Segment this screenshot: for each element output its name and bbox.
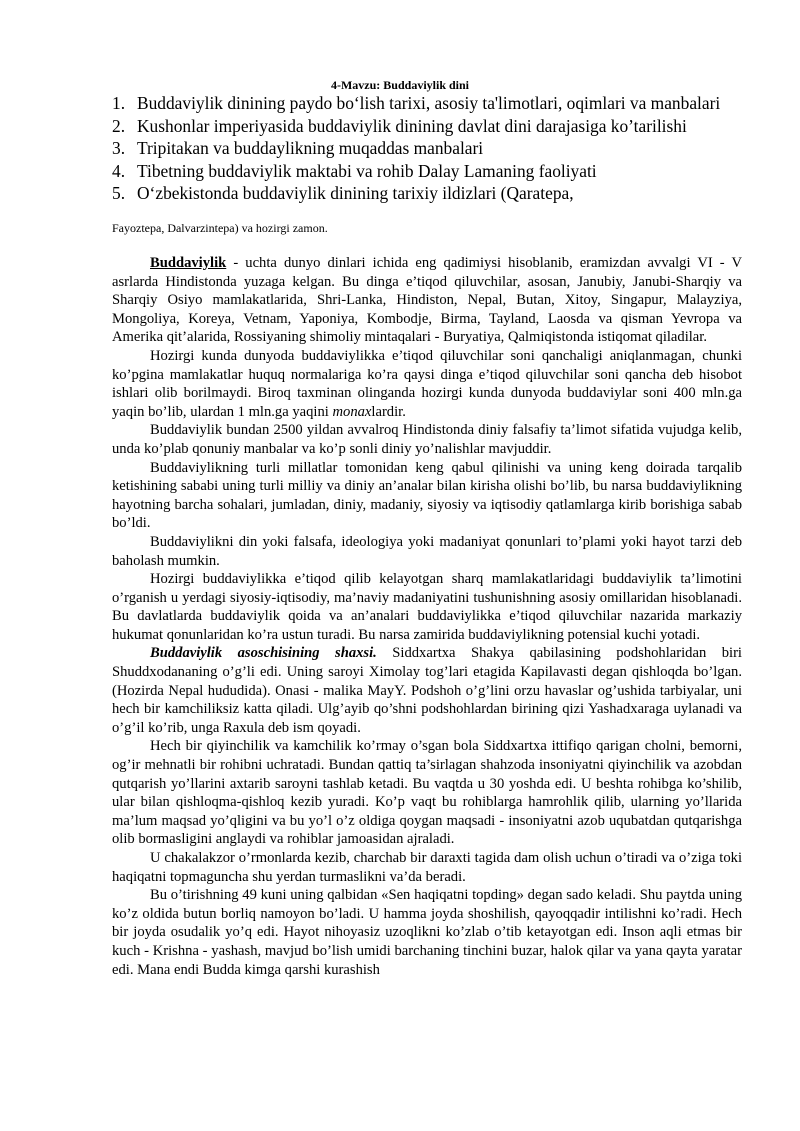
paragraph: Hozirgi kunda dunyoda buddaviylikka e’tiqod qiluvchilar soni qanchaligi aniqlanmagan, chunki ko’pgina mamlakatlar huquq normalariga ko’ra qaysi dinga e’tiqod qiluvchilar soni qancha deb hisobot ishlari olib borilmaydi. Biroq taxminan olinganda hozirgi kunda dunyoda buddaviylar soni 400 mln.ga yaqin bo’lib, ulardan 1 mln.ga yaqini monaxlardir. <box>112 347 742 420</box>
plan-item-number: 4. <box>112 160 126 181</box>
plan-item-number: 3. <box>112 138 126 158</box>
plan-item-continuation: Fayoztepa, Dalvarzintepa) va hozirgi zamon. <box>112 221 328 235</box>
plan-item-text: Buddaviylik dinining paydo bo‘lish tarixi, asosiy ta'limotlari, oqimlari va manbalari <box>137 93 721 113</box>
italic-term: monax <box>332 403 372 420</box>
plan-item-text: Kushonlar imperiyasida buddaviylik dinining davlat dini darajasiga ko’tarilishi <box>137 115 687 136</box>
paragraph: Buddaviylikning turli millatlar tomonidan keng qabul qilinishi va uning keng doirada tarqalib ketishining sababi uning turli milliy va diniy an’analar bilan kirisha olishi bo’lib, bu narsa buddaviylikning hayotning barcha sohalari, jumladan, diniy, madaniy, siyosiy va iqtisodiy qatlamlarga kirib borishiga sabab bo’ldi. <box>112 459 742 532</box>
paragraph: Buddaviylikni din yoki falsafa, ideologiya yoki madaniyat qonunlari to’plami yoki hayot tarzi deb baholash mumkin. <box>112 533 742 569</box>
plan-item-number: 2. <box>112 115 126 136</box>
plan-item-text: Tibetning buddaviylik maktabi va rohib Dalay Lamaning faoliyati <box>137 160 597 181</box>
topic-plan-list <box>112 92 752 205</box>
plan-item-number: 5. <box>112 183 126 203</box>
paragraph: Bu o’tirishning 49 kuni uning qalbidan «Sen haqiqatni topding» degan sado keladi. Shu paytda uning ko’z oldida butun borliq namoyon bo’ladi. U hamma joyda shoshilish, qayoqqadir intilishni ko’radi. Hech bir joyda osudalik yo’q edi. Hayot nihoyasiz uzoqlikni ko’zlab o’tib ketayotgan edi. Inson aqli etmas bir kuch - Krishna - yashash, mavjud bo’lish umidi barchaning tinchini buzar, halok qilar va yana qayta yaratar edi. Mana endi Budda kimga qarshi kurashish <box>112 887 742 978</box>
plan-item-number: 1. <box>112 93 126 113</box>
body-text <box>112 254 742 979</box>
plan-item <box>112 92 752 115</box>
plan-item-text: O‘zbekistonda buddaviylik dinining tarixiy ildizlari (Qaratepa, <box>137 183 574 203</box>
page-title: 4-Mavzu: Buddaviylik dini <box>330 78 470 92</box>
paragraph: Buddaviylik - uchta dunyo dinlari ichida eng qadimiysi hisoblanib, eramizdan avvalgi VI - V asrlarda Hindistonda yuzaga kelgan. Bu dinga e’tiqod qiluvchilar, asosan, Janubiy, Janubi-Sharqiy va Sharqiy Osiyo mamlakatlarida, Shri-Lanka, Hindiston, Nepal, Butan, Xitoy, Singapur, Malayziya, Mongoliya, Koreya, Vetnam, Yaponiya, Kombodje, Birma, Tayland, Laosda va qisman Yevropa va Amerika qit’alarida, Rossiyaning shimoliy mintaqalari - Buryatiya, Qalmiqistonda istiqomat qiladilar. <box>112 255 742 346</box>
paragraph: Buddaviylik bundan 2500 yildan avvalroq Hindistonda diniy falsafiy ta’limot sifatida vujudga kelib, unda ko’plab qonuniy manbalar va ko’p sonli diniy yo’nalishlar mavjuddir. <box>112 422 742 457</box>
paragraph: Buddaviylik asoschisining shaxsi. Siddxartxa Shakya qabilasining podshohlaridan biri Shuddxodananing o’g’li edi. Uning saroyi Ximolay tog’lari etagida Kapilavasti degan qishloqda bo’lgan. (Hozirda Nepal hududida). Onasi - malika MayY. Podshoh o’g’lini orzu havaslar og’ushida tarbiyalar, uni hech bir kamchiliksiz katta qiladi. Ulg’ayib qo’shni podshohlardan birining qizi Yashadxaraga uylanadi va o’g’il ko’rib, unga Raxula deb ism qoyadi. <box>112 645 742 736</box>
plan-item <box>112 182 752 205</box>
paragraph: U chakalakzor o’rmonlarda kezib, charchab bir daraxti tagida dam olish uchun o’tiradi va o’ziga toki haqiqatni topmaguncha shu yerdan turmaslikni va’da beradi. <box>112 850 742 885</box>
plan-item <box>112 115 752 138</box>
paragraph: Hech bir qiyinchilik va kamchilik ko’rmay o’sgan bola Siddxartxa ittifiqo qarigan cholni, bemorni, og’ir mehnatli bir rohibni uchratadi. Bundan qattiq ta’sirlagan shahzoda insoniyatni qiyinchilik va azobdan qutqarish yo’llarini axtarib saroyni tashlab ketadi. Bu vaqtda u 30 yoshda edi. U beshta rohibga ko’shilib, ular bilan qishloqma-qishloq kezib yuradi. Ko’p vaqt bu rohiblarga hamrohlik qilib, ularning yo’llarida ma’lum maqsad yo’qligini va bu yo’l o’z oldiga qoygan maqsadi - insoniyatni azob uqubatdan qutqarishga olib bormasligini anglaydi va rohiblar jamoasidan ajraladi. <box>112 738 742 848</box>
paragraph: Hozirgi buddaviylikka e’tiqod qilib kelayotgan sharq mamlakatlaridagi buddaviylik ta’limotini o’rganish u yerdagi siyosiy-iqtisodiy, ma’naviy madaniyatini tushunishning asosiy omillaridan hisoblanadi. Bu davlatlarda buddaviylik qoida va an’analari buddaviylikka e’tiqod qiluvchilar nazarida markaziy hukumat qonunlaridan ko’ra ustun turadi. Bu narsa zamirida buddaviylikning potensial kuchi yotadi. <box>112 571 742 643</box>
term-heading: Buddaviylik <box>150 255 227 271</box>
section-heading: Buddaviylik asoschisining shaxsi. <box>150 645 377 662</box>
plan-item <box>112 137 752 160</box>
plan-item <box>112 160 752 183</box>
plan-item-text: Tripitakan va buddaylikning muqaddas manbalari <box>137 138 484 158</box>
